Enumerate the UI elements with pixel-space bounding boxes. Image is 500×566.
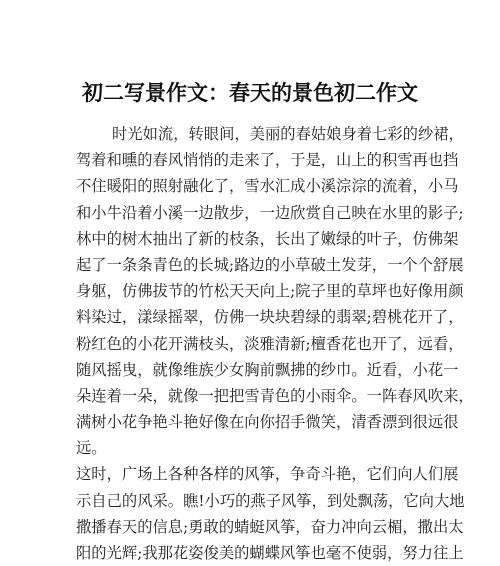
- text-line: 林中的树木抽出了新的枝条，长出了嫩绿的叶子，仿佛架: [76, 229, 459, 248]
- text-line: 不住暖阳的照射融化了，雪水汇成小溪淙淙的流着，小马: [76, 177, 459, 196]
- text-line: 阳的光辉;我那花姿俊美的蝴蝶风筝也毫不使弱，努力往上: [76, 544, 464, 562]
- paragraph-2: [76, 461, 465, 566]
- paragraph-1: [76, 121, 474, 461]
- text-line: 这时，广场上各种各样的风筝，争奇斗艳，它们向人们展: [76, 465, 459, 484]
- text-line: 时光如流，转眼间，美丽的春姑娘身着七彩的纱裙，: [112, 125, 464, 143]
- text-line: 示自己的风采。瞧!小巧的燕子风筝，到处飘荡，它向大地: [76, 491, 465, 510]
- text-line: 料染过，漾绿摇翠，仿佛一块块碧绿的翡翠;碧桃花开了，: [76, 308, 464, 327]
- article-body: [76, 121, 474, 566]
- text-line: 远。: [76, 439, 107, 458]
- article-title: 初二写景作文：春天的景色初二作文: [82, 81, 418, 105]
- text-line: 撒播春天的信息;勇敢的蜻蜓风筝，奋力冲向云楣，撒出太: [76, 517, 464, 536]
- text-line: 满树小花争艳斗艳好像在向你招手微笑，清香漂到很远很: [76, 413, 459, 432]
- text-line: 身躯，仿佛拔节的竹松天天向上;院子里的草坪也好像用颜: [76, 282, 464, 301]
- text-line: 粉红色的小花开满枝头，淡雅清新;檀香花也开了，远看，: [76, 334, 464, 353]
- text-line: 随风摇曳，就像维族少女胸前飘拂的纱巾。近看，小花一: [76, 360, 459, 379]
- text-line: 和小牛沿着小溪一边散步，一边欣赏自己映在水里的影子;: [76, 203, 464, 222]
- text-line: 驾着和曛的春风悄悄的走来了，于是，山上的积雪再也挡: [76, 151, 459, 170]
- text-line: 起了一条条青色的长城;路边的小草破土发芽，一个个舒展: [76, 255, 464, 274]
- text-line: 朵连着一朵，就像一把把雪青色的小雨伞。一阵春风吹来，: [76, 386, 474, 405]
